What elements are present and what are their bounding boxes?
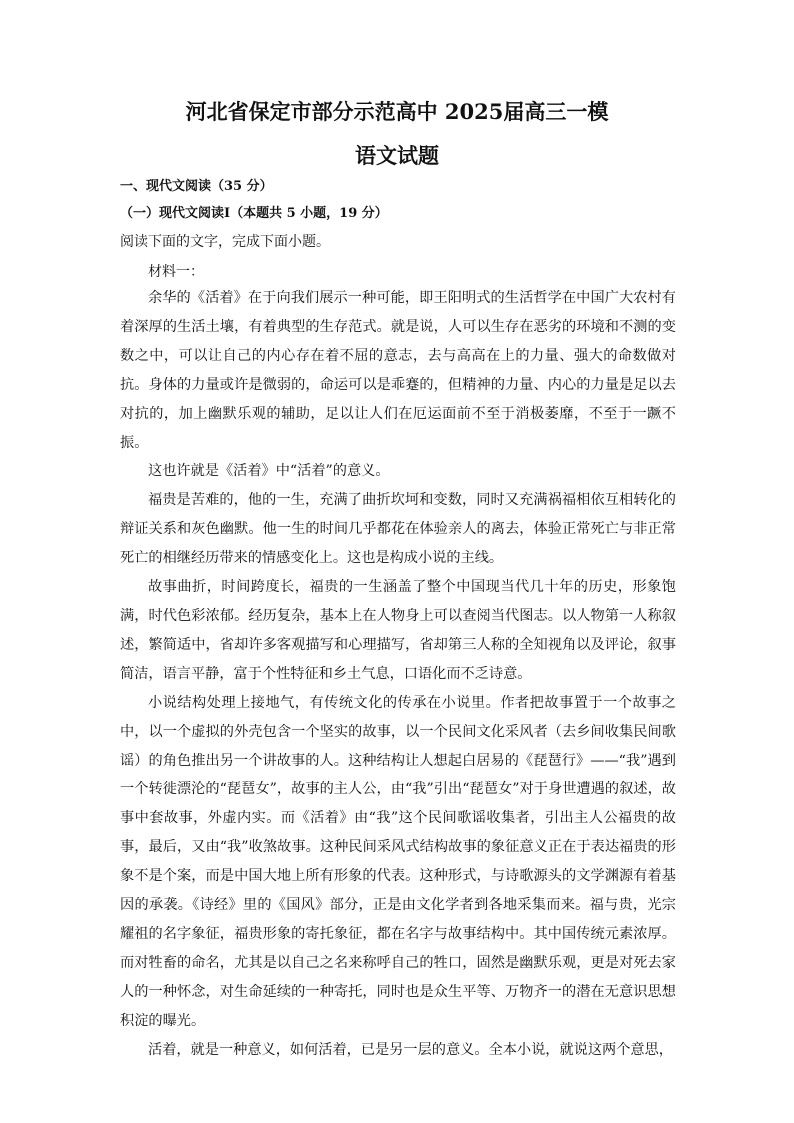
passage-paragraph: 活着，就是一种意义，如何活着，已是另一层的意义。全本小说，就说这两个意思， — [148, 1041, 673, 1058]
passage-paragraph: 故事曲折，时间跨度长，福贵的一生涵盖了整个中国现当代几十年的历史，形象饱满，时代色彩浓郁。经历复杂，基本上在人物身上可以查阅当代图志。以人物第一人称叙述，繁简适中，省却许多客观描写和心理描写，省却第三人称的全知视角以及评论，叙事简洁，语言平静，富于个性特征和乡土气息，口语化而不乏诗意。 — [120, 579, 676, 682]
page-title: 河北省保定市部分示范高中 2025届高三一模 — [185, 99, 609, 124]
instruction-text: 阅读下面的文字，完成下面小题。 — [120, 234, 330, 250]
reading-passage — [120, 284, 676, 1064]
passage-paragraph: 福贵是苦难的，他的一生，充满了曲折坎坷和变数，同时又充满祸福相依互相转化的辩证关系和灰色幽默。他一生的时间几乎都花在体验亲人的离去，体验正常死亡与非正常死亡的相继经历带来的情感变化上。这也是构成小说的主线。 — [120, 492, 676, 567]
passage-paragraph: 余华的《活着》在于向我们展示一种可能，即王阳明式的生活哲学在中国广大农村有着深厚的生活土壤，有着典型的生存范式。就是说，人可以生存在恶劣的环境和不测的变数之中，可以让自己的内心存在着不屈的意志，去与高高在上的力量、强大的命数做对抗。身体的力量或许是微弱的，命运可以是乖蹇的，但精神的力量、内心的力量是足以去对抗的，加上幽默乐观的辅助，足以让人们在厄运面前不至于消极萎靡，不至于一蹶不振。 — [120, 290, 676, 451]
passage-paragraph: 小说结构处理上接地气，有传统文化的传承在小说里。作者把故事置于一个故事之中，以一个虚拟的外壳包含一个坚实的故事，以一个民间文化采风者（去乡间收集民间歌谣）的角色推出另一个讲故事的人。这种结构让人想起白居易的《琵琶行》——“我”遇到一个转徙漂沦的“琵琶女”，故事的主人公，由“我”引出“琵琶女”对于身世遭遇的叙述，故事中套故事，外虚内实。而《活着》由“我”这个民间歌谣收集者，引出主人公福贵的故事，最后，又由“我”收煞故事。这种民间采风式结构故事的象征意义正在于表达福贵的形象不是个案，而是中国大地上所有形象的代表。这种形式，与诗歌源头的文学渊源有着基因的承袭。《诗经》里的《国风》部分，正是由文化学者到各地采集而来。福与贵，光宗耀祖的名字象征，福贵形象的寄托象征，都在名字与故事结构中。其中国传统元素浓厚。而对牲畜的命名，尤其是以自己之名来称呼自己的牲口，固然是幽默乐观，更是对死去家人的一种怀念，对生命延续的一种寄托，同时也是众生平等、万物齐一的潜在无意识思想积淀的曝光。 — [120, 694, 676, 1029]
material-label: 材料一： — [148, 264, 204, 280]
section-heading: 一、现代文阅读（35 分） — [120, 179, 273, 194]
subsection-heading: （一）现代文阅读Ⅰ（本题共 5 小题，19 分） — [120, 206, 388, 221]
passage-paragraph: 这也许就是《活着》中“活着”的意义。 — [148, 463, 390, 480]
page-subtitle: 语文试题 — [355, 143, 439, 168]
